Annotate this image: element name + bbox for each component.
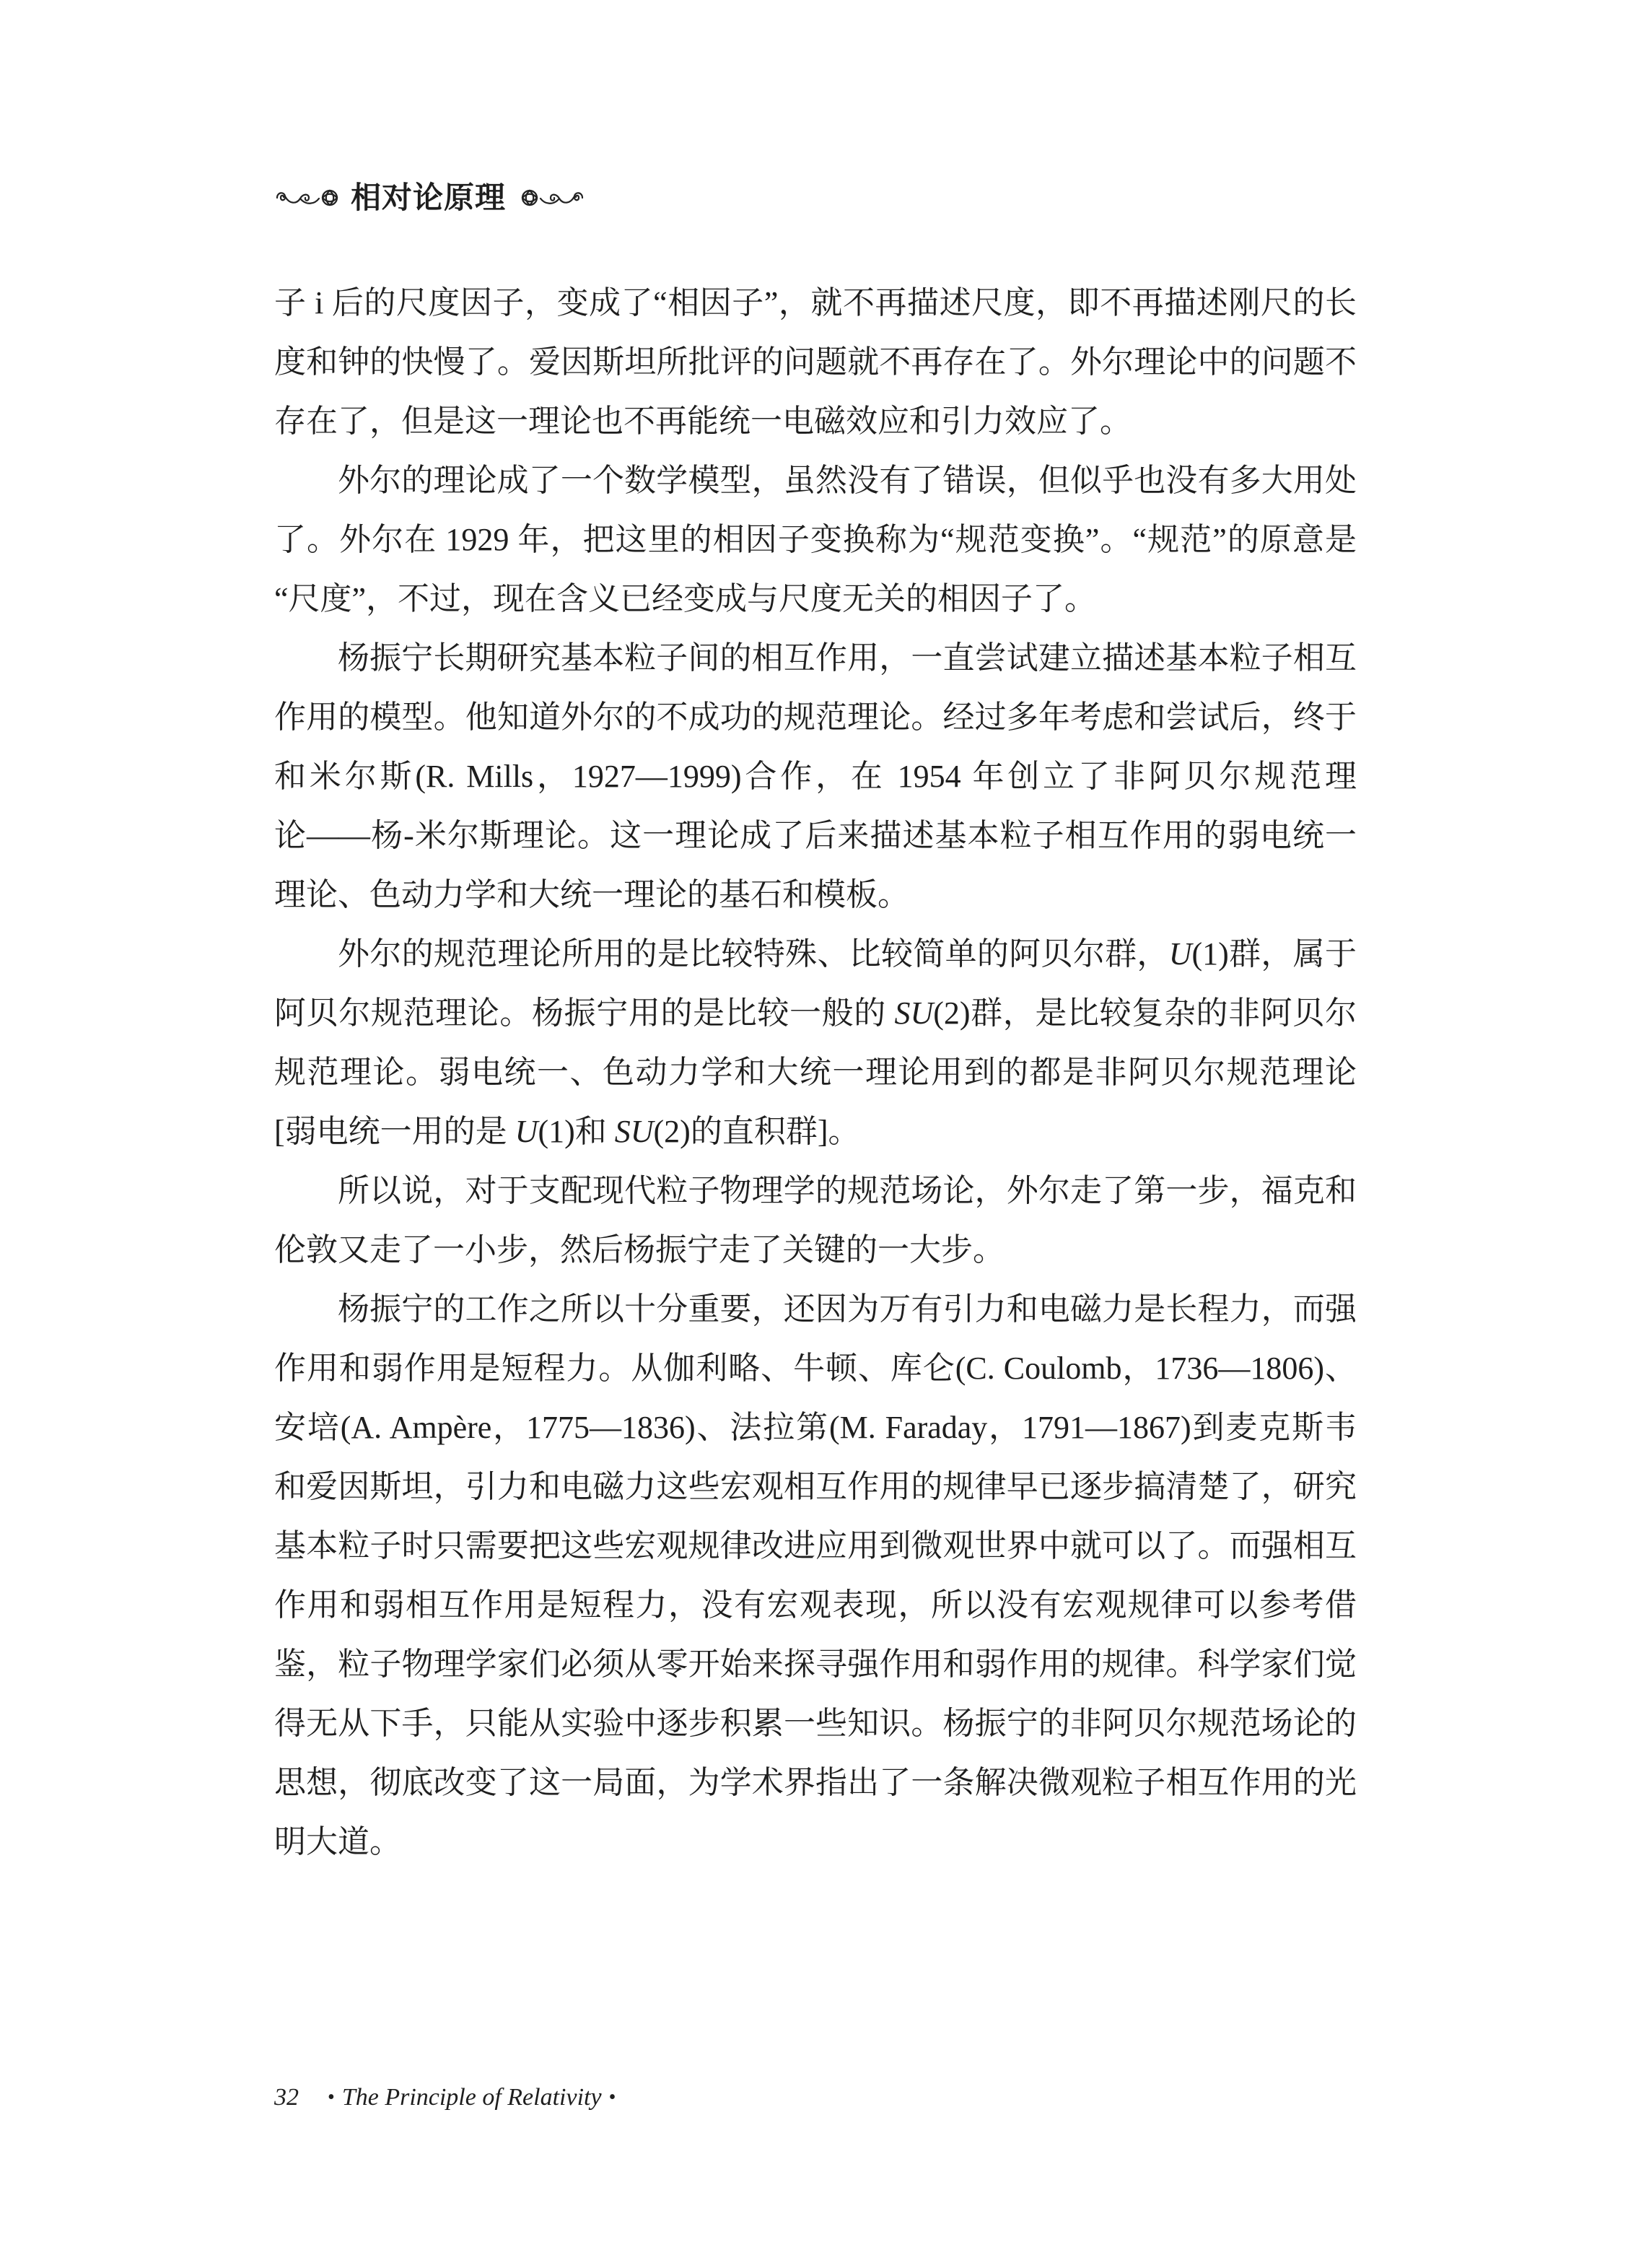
text-segment: (1)和 (538, 1114, 615, 1149)
math-symbol: SU (614, 1114, 654, 1149)
text-line: 论——杨-米尔斯理论。这一理论成了后来描述基本粒子相互作用的弱电统一 (274, 818, 1357, 853)
book-title: The Principle of Relativity (341, 2084, 602, 2111)
footer-bullet: • (608, 2086, 616, 2108)
paragraph (274, 925, 1357, 1161)
text-segment: 规范理论。弱电统一、色动力学和大统一理论用到的都是非阿贝尔规范理论 (274, 1055, 1357, 1090)
running-title: 相对论原理 (351, 180, 507, 214)
text-segment: (1)群，属于 (1191, 936, 1357, 972)
math-symbol: U (515, 1114, 538, 1149)
text-line: 基本粒子时只需要把这些宏观规律改进应用到微观世界中就可以了。而强相互 (274, 1528, 1357, 1563)
text-line (274, 984, 1357, 1043)
math-symbol: U (1168, 936, 1192, 972)
text-line (274, 1102, 1357, 1161)
text-segment: [弱电统一用的是 (274, 1114, 515, 1149)
page-footer (274, 2082, 616, 2114)
text-line: 安培(A. Ampère，1775—1836)、法拉第(M. Faraday，1791—1867)到麦克斯韦 (274, 1410, 1357, 1445)
text-line: 思想，彻底改变了这一局面，为学术界指出了一条解决微观粒子相互作用的光 (274, 1765, 1357, 1800)
text-line: 和米尔斯(R. Mills，1927—1999)合作，在 1954 年创立了非阿贝尔规范理 (274, 759, 1357, 794)
text-line: 了。外尔在 1929 年，把这里的相因子变换称为“规范变换”。“规范”的原意是 (274, 522, 1357, 557)
paragraph (274, 451, 1357, 629)
text-line: 伦敦又走了一小步，然后杨振宁走了关键的一大步。 (274, 1232, 1005, 1268)
text-line: 杨振宁长期研究基本粒子间的相互作用，一直尝试建立描述基本粒子相互 (338, 640, 1357, 676)
text-segment: 阿贝尔规范理论。杨振宁用的是比较一般的 (274, 995, 895, 1031)
ornament-right-icon (513, 182, 588, 214)
text-line: 存在了，但是这一理论也不再能统一电磁效应和引力效应了。 (274, 404, 1132, 439)
text-line (274, 1043, 1357, 1102)
body-text (274, 274, 1357, 1872)
text-line: 和爱因斯坦，引力和电磁力这些宏观相互作用的规律早已逐步搞清楚了，研究 (274, 1469, 1357, 1504)
text-line (274, 925, 1357, 984)
text-line: 度和钟的快慢了。爱因斯坦所批评的问题就不再存在了。外尔理论中的问题不 (274, 344, 1357, 380)
footer-bullet: • (328, 2086, 335, 2108)
text-line: 鉴，粒子物理学家们必须从零开始来探寻强作用和弱作用的规律。科学家们觉 (274, 1647, 1357, 1682)
text-line: 子 i 后的尺度因子，变成了“相因子”，就不再描述尺度，即不再描述刚尺的长 (274, 285, 1357, 320)
text-line: “尺度”，不过，现在含义已经变成与尺度无关的相因子了。 (274, 581, 1097, 616)
text-line: 外尔的理论成了一个数学模型，虽然没有了错误，但似乎也没有多大用处 (338, 463, 1357, 498)
ornament-left-icon (274, 182, 343, 214)
text-segment: 外尔的规范理论所用的是比较特殊、比较简单的阿贝尔群， (338, 936, 1169, 972)
text-line: 得无从下手，只能从实验中逐步积累一些知识。杨振宁的非阿贝尔规范场论的 (274, 1706, 1357, 1741)
text-line: 所以说，对于支配现代粒子物理学的规范场论，外尔走了第一步，福克和 (338, 1173, 1357, 1208)
text-line: 作用和弱相互作用是短程力，没有宏观表现，所以没有宏观规律可以参考借 (274, 1587, 1357, 1623)
page-number: 32 (274, 2084, 299, 2111)
text-segment: (2)的直积群]。 (653, 1114, 860, 1149)
math-symbol: SU (894, 995, 934, 1031)
text-segment: (2)群，是比较复杂的非阿贝尔 (933, 995, 1357, 1031)
paragraph (274, 1161, 1357, 1280)
text-line: 理论、色动力学和大统一理论的基石和模板。 (274, 877, 909, 912)
text-line: 作用和弱作用是短程力。从伽利略、牛顿、库仑(C. Coulomb，1736—1806)、 (274, 1351, 1357, 1386)
paragraph (274, 1280, 1357, 1872)
paragraph (274, 274, 1357, 451)
text-line: 明大道。 (274, 1824, 401, 1859)
paragraph (274, 629, 1357, 925)
text-line: 杨振宁的工作之所以十分重要，还因为万有引力和电磁力是长程力，而强 (338, 1291, 1357, 1327)
running-header (274, 182, 588, 214)
text-line: 作用的模型。他知道外尔的不成功的规范理论。经过多年考虑和尝试后，终于 (274, 699, 1357, 735)
